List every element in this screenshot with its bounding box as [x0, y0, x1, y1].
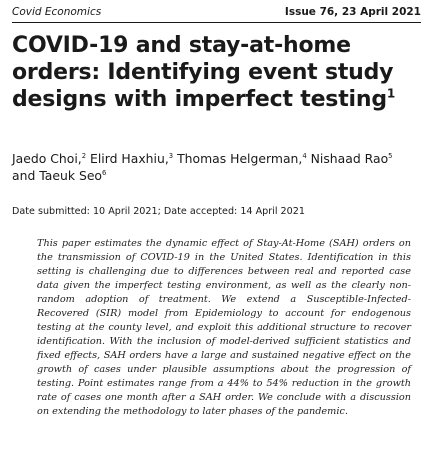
author-footnote-marker: 2 [81, 151, 87, 160]
abstract: This paper estimates the dynamic effect of Stay-At-Home (SAH) orders on the transmission of COVID-19 in the United States. Identification in this setting is challenging due to differences between real and reported case data given the imperfect testing environment, as well as the clearly non-random adoption of treatment. We extend a Susceptible-Infected-Recovered (SIR) model from Epidemiology to account for endogenous testing at the county level, and exploit this additional structure to recover identification. With the inclusion of model-derived sufficient statistics and fixed effects, SAH orders have a large and sustained negative effect on the growth of cases under plausible assumptions about the progression of testing. Point estimates range from a 44% to 54% reduction in the growth rate of cases one month after a SAH order. We conclude with a discussion on extending the methodology to later phases of the pandemic. [37, 238, 411, 417]
author-footnote-marker: 3 [168, 151, 174, 160]
submission-dates: Date submitted: 10 April 2021; Date accepted: 14 April 2021 [12, 206, 305, 217]
author-footnote-marker: 5 [388, 151, 393, 160]
running-header [12, 5, 421, 19]
paper-title-text: COVID-19 and stay-at-home orders: Identifying event study designs with imperfect testing [12, 33, 394, 112]
author-name: Nishaad Rao [310, 151, 389, 166]
author-list [12, 151, 423, 184]
author-name: Elird Haxhiu, [90, 151, 169, 166]
issue-info: Issue 76, 23 April 2021 [284, 6, 421, 18]
author-name: Jaedo Choi, [12, 151, 82, 166]
header-rule [12, 22, 421, 23]
author-footnote-marker: 6 [102, 168, 107, 177]
author-name: Thomas Helgerman, [177, 151, 303, 166]
author-footnote-marker: 4 [302, 151, 307, 160]
journal-name: Covid Economics [12, 6, 102, 18]
author-name: and Taeuk Seo [12, 167, 103, 183]
title-footnote-marker: 1 [386, 86, 396, 101]
paper-title [12, 32, 425, 113]
